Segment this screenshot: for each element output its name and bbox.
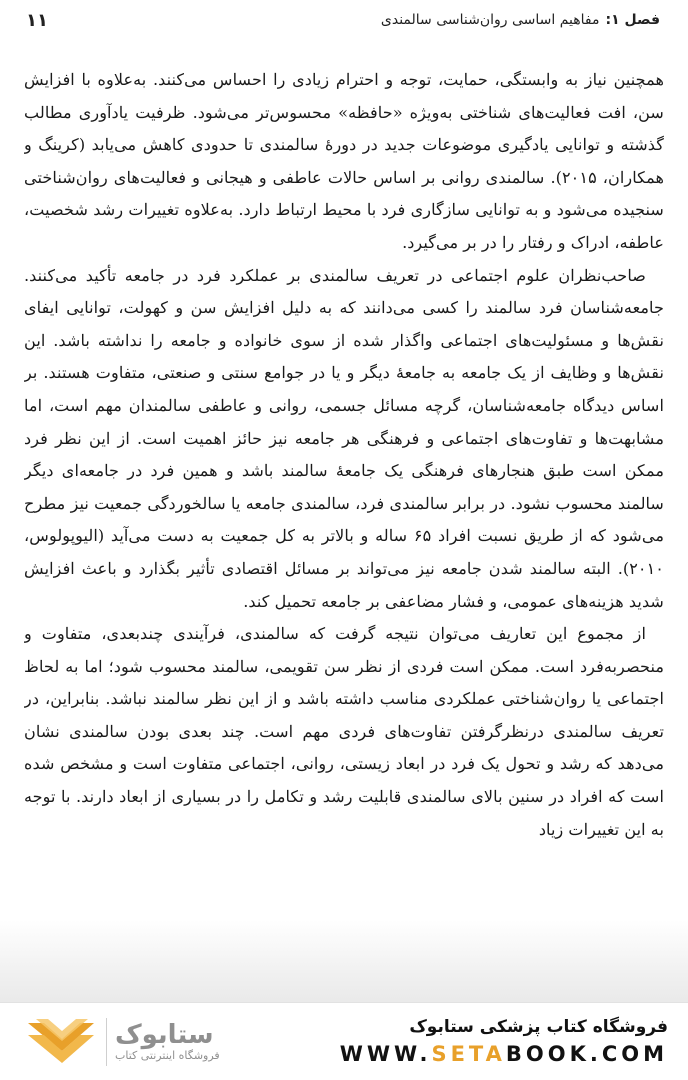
paragraph-2: صاحب‌نظران علوم اجتماعی در تعریف سالمندی بر عملکرد فرد در جامعه تأکید می‌کنند. جامعه‌شناسان فرد سالمند را کسی می‌دانند که به دلیل افزایش سن و کهولت، توانایی ایفای نقش‌ها و مسئولیت‌های اجتماعی واگذار شده از سوی خانواده و جامعه را نداشته باشد. این نقش‌ها و وظایف از یک جامعه به جامعهٔ دیگر و یا در جوامع سنتی و صنعتی، متفاوت هستند. بر اساس دیدگاه جامعه‌شناسان، گرچه مسائل جسمی، روانی و عاطفی سالمندان مهم است، اما مشابهت‌ها و تفاوت‌های اجتماعی و فرهنگی هر جامعه نیز حائز اهمیت است. از این نظر فرد ممکن است طبق هنجارهای فرهنگی یک جامعهٔ سالمند باشد و همین فرد در جامعه‌ای دیگر سالمند محسوب نشود. در برابر سالمندی فرد، سالمندی جامعه یا سالخوردگی جمعیت نیز مطرح می‌شود که از طریق نسبت افراد ۶۵ ساله و بالاتر به کل جمعیت به دست می‌آید (الیوپولوس، ۲۰۱۰). البته سالمند شدن جامعه نیز می‌تواند بر مسائل اقتصادی تأثیر بگذارد و باعث افزایش شدید هزینه‌های عمومی، و فشار مضاعفی بر جامعه تحمیل کند. <box>24 265 664 611</box>
url-suffix: BOOK.COM <box>505 1041 668 1066</box>
paragraph-1: همچنین نیاز به وابستگی، حمایت، توجه و احترام زیادی را احساس می‌کنند. به‌علاوه با افزایش سن، افت فعالیت‌های شناختی به‌ویژه «حافظه» محسوس‌تر می‌شود. ظرفیت یادآوری مطالب گذشته و توانایی یادگیری موضوعات جدید در دورهٔ سالمندی تا حدودی کاهش می‌یابد (کرینگ و همکاران، ۲۰۱۵). سالمندی روانی بر اساس حالات عاطفی و هیجانی و فعالیت‌های روان‌شناختی سنجیده می‌شود و به توانایی سازگاری فرد با محیط ارتباط دارد. به‌علاوه تغییرات رشد شخصیت، عاطفه، ادراک و رفتار را در بر می‌گیرد. <box>24 70 664 252</box>
page-number: ۱۱ <box>26 9 48 31</box>
logo-text <box>115 1021 220 1063</box>
logo-wordmark: ستابوک <box>115 1019 214 1050</box>
logo-divider <box>106 1018 107 1066</box>
running-head <box>381 12 660 28</box>
chapter-label: فصل ۱: <box>605 12 660 28</box>
shop-info <box>340 1015 668 1069</box>
page-header <box>26 6 660 34</box>
logo-tagline: فروشگاه اینترنتی کتاب <box>115 1048 220 1062</box>
shop-name: فروشگاه کتاب پزشکی ستابوک <box>409 1016 668 1037</box>
url-accent: SETA <box>431 1041 506 1066</box>
chapter-title: مفاهیم اساسی روان‌شناسی سالمندی <box>380 12 600 28</box>
publisher-footer <box>0 1002 688 1080</box>
paragraph-3: از مجموع این تعاریف می‌توان نتیجه گرفت که سالمندی، فرآیندی چندبعدی، متفاوت و منحصربه‌فرد است. ممکن است فردی از نظر سن تقویمی، سالمند محسوب شود؛ اما به لحاظ اجتماعی یا روان‌شناختی عملکردی مناسب داشته باشد و از این نظر سالمند نباشد. بنابراین، در تعریف سالمندی درنظرگرفتن تفاوت‌های فردی مهم است. چند بعدی بودن سالمندی نشان می‌دهد که رشد و تحول یک فرد در ابعاد زیستی، روانی، اجتماعی متفاوت است و مشخص شده است که افراد در سنین بالای سالمندی قابلیت رشد و تکامل را در بسیاری از ابعاد دارند. با توجه به این تغییرات زیاد <box>24 624 664 839</box>
shop-url-link[interactable] <box>340 1039 668 1069</box>
page-body <box>24 64 664 1024</box>
url-prefix: WWW. <box>339 1041 432 1066</box>
setabook-logo[interactable] <box>24 1017 220 1067</box>
chevron-logo-icon <box>24 1017 98 1067</box>
